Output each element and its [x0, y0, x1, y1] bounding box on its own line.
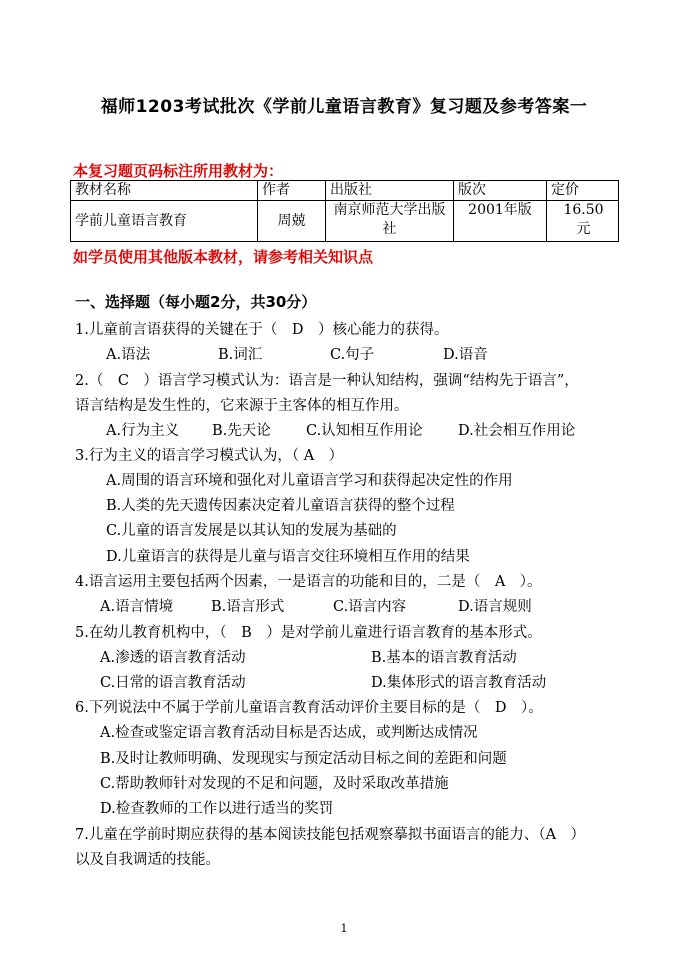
option-a: A.渗透的语言教育活动 — [100, 650, 246, 666]
table-cell: 周兢 — [258, 201, 326, 242]
document-title: 福师1203考试批次《学前儿童语言教育》复习题及参考答案一 — [100, 97, 588, 117]
table-header-cell: 作者 — [258, 181, 326, 201]
textbook-note: 本复习题页码标注所用教材为： — [73, 162, 284, 180]
question-5: 5.在幼儿教育机构中，（ B ）是对学前儿童进行语言教育的基本形式。 — [75, 625, 542, 641]
table-cell: 2001年版 — [454, 201, 547, 242]
option-d: D.语音 — [443, 347, 488, 363]
option-a: A.检查或鉴定语言教育活动目标是否达成，或判断达成情况 — [100, 725, 478, 741]
option-b: B.词汇 — [218, 347, 263, 363]
option-c: C.帮助教师针对发现的不足和问题，及时采取改革措施 — [100, 776, 449, 792]
option-c: C.日常的语言教育活动 — [100, 675, 246, 691]
option-c: C.儿童的语言发展是以其认知的发展为基础的 — [106, 523, 397, 539]
question-7: 7.儿童在学前时期应获得的基本阅读技能包括观察摹拟书面语言的能力、（A ） — [75, 827, 586, 843]
page-number: 1 — [340, 922, 348, 935]
option-b: B.语言形式 — [211, 599, 285, 615]
table-header-row — [71, 181, 619, 201]
table-row — [71, 201, 619, 242]
option-c: C.认知相互作用论 — [306, 423, 423, 439]
option-b: B.人类的先天遗传因素决定着儿童语言获得的整个过程 — [106, 498, 455, 514]
question-1: 1.儿童前言语获得的关键在于（ D ）核心能力的获得。 — [75, 322, 449, 338]
option-d: D.语言规则 — [458, 599, 532, 615]
option-c: C.语言内容 — [333, 599, 407, 615]
table-header-cell: 版次 — [454, 181, 547, 201]
option-b: B.基本的语言教育活动 — [371, 650, 517, 666]
table-header-cell: 定价 — [547, 181, 619, 201]
table-cell: 16.50元 — [547, 201, 619, 242]
option-d: D.儿童语言的获得是儿童与语言交往环境相互作用的结果 — [106, 549, 470, 565]
option-b: B.及时让教师明确、发现现实与预定活动目标之间的差距和问题 — [100, 751, 507, 767]
option-b: B.先天论 — [212, 423, 271, 439]
option-c: C.句子 — [330, 347, 375, 363]
table-cell: 南京师范大学出版社 — [326, 201, 454, 242]
table-cell: 学前儿童语言教育 — [71, 201, 258, 242]
question-2: 2.（ C ）语言学习模式认为：语言是一种认知结构，强调“结构先于语言”， — [75, 373, 579, 389]
option-d: D.集体形式的语言教育活动 — [371, 675, 547, 691]
textbook-table — [70, 180, 619, 242]
option-a: A.周围的语言环境和强化对儿童语言学习和获得起决定性的作用 — [106, 473, 513, 489]
question-3: 3.行为主义的语言学习模式认为，（ A ） — [75, 448, 344, 464]
section-heading: 一、选择题（每小题2分，共30分） — [75, 293, 317, 311]
option-a: A.行为主义 — [106, 423, 180, 439]
question-6: 6.下列说法中不属于学前儿童语言教育活动评价主要目标的是（ D ）。 — [75, 700, 543, 716]
question-7-line-2: 以及自我调适的技能。 — [75, 852, 220, 868]
question-4: 4.语言运用主要包括两个因素，一是语言的功能和目的，二是（ A ）。 — [75, 574, 542, 590]
table-header-cell: 教材名称 — [71, 181, 258, 201]
question-2-line-2: 语言结构是发生性的，它来源于主客体的相互作用。 — [75, 398, 409, 414]
option-a: A.语言情境 — [100, 599, 174, 615]
option-d: D.社会相互作用论 — [458, 423, 576, 439]
option-d: D.检查教师的工作以进行适当的奖罚 — [100, 801, 334, 817]
table-header-cell: 出版社 — [326, 181, 454, 201]
edition-note: 如学员使用其他版本教材，请参考相关知识点 — [73, 248, 374, 266]
option-a: A.语法 — [106, 347, 151, 363]
